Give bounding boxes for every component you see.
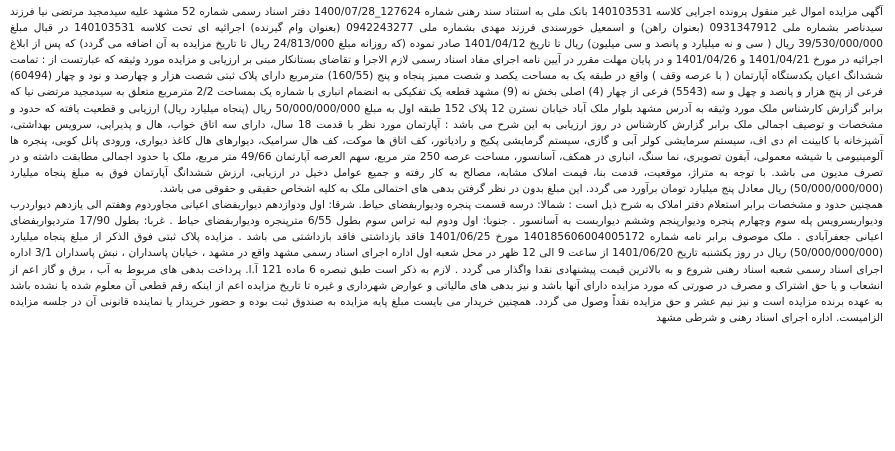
notice-paragraph-1: آگهی مزایده اموال غیر منقول پرونده اجرایی کلاسه 140103531 بانک ملی به استناد سند رهنی شماره 127624_1400/07/28 دفتر اسناد رسمی شماره 52 مشهد علیه سیدمجید مرتضی نیا فرزند سیدناصر بشماره ملی 0931347912 (بعنوان راهن) و اسمعیل خورسندی فرزند مهدی بشماره ملی 0942243277 (بعنوان وام گیرنده) اجرائیه ای تحت کلاسه 140103531 در قبال مبلغ 39/530/000/000 ریال ( سی و نه میلیارد و پانصد و سی میلیون) ریال تا تاریخ 1401/04/12 صادر نموده (که روزانه مبلغ 24/813/000 ریال تا تاریخ مزایده به آن اضافه می گردد) که پس از ابلاغ اجرائیه در مورخ 1401/04/21 و 1401/04/26 و در پایان مهلت مقرر در آیین نامه اجرای مفاد اسناد رسمی لازم الاجرا و تقاضای بستانکار مبنی بر ارزیابی و مزایده مورد وثیقه که عبارتست از : تمامت ششدانگ اعیان یکدستگاه آپارتمان ( با عرصه وقف ) واقع در طبقه یک به مساحت یکصد و شصت ممیز پنجاه و پنج (160/55) مترمربع دارای پلاک ثبتی شصت هزار و چهارصد و نود و چهار (60494) فرعی از پنج هزار و پانصد و چهل و سه (5543) فرعی از چهار (4) اصلی بخش نه (9) مشهد قطعه یک تفکیکی به انضمام انباری با شماره یک بمساحت 2/2 مترمربع متعلق به سیدمجید مرتضی نیا که برابر گزارش کارشناس ملک مورد وثیقه به آدرس مشهد بلوار ملک آباد خیابان نسترن 12 پلاک 152 طبقه اول به مبلغ 50/000/000/000 ریال (پنجاه میلیارد ریال) ارزیابی و قطعیت یافته که حدود و مشخصات و توصیف اجمالی ملک برابر گزارش کارشناس در روز ارزیابی به این شرح می باشد : آپارتمان مورد نظر با قدمت 18 سال، دارای سه اتاق خواب، هال و پذیرایی، سرویس بهداشتی، آشپزخانه با کابینت ام دی اف، سیستم سرمایشی کولر آبی و گازی، سیستم گرمایشی پکیج و رادیاتور، کف اتاق ها موکت، کف هال سرامیک، دیوارهای هال کاغذ دیواری، ورودی پانل کوبی، پنجره ها آلومینیومی با شیشه معمولی، آیفون تصویری، نما سنگ، انباری در همکف، آسانسور، مساحت عرصه 250 متر مربع، سهم العرصه آپارتمان 49/66 متر مربع، ملک با حدود اجمالی مطابقت داشته و در تصرف مدیون می باشد. با توجه به متراژ، موقعیت، قدمت بنا، قیمت املاک مشابه، مصالح به کار رفته و جمیع عوامل دخیل در ارزیابی، ارزش ششدانگ آپارتمان فوق به مبلغ پنجاه میلیارد (50/000/000/000) ریال معادل پنج میلیارد تومان برآورد می گردد. این مبلغ بدون در نظر گرفتن بدهی های احتمالی ملک به کلیه اشخاص حقیقی و حقوقی می باشد. xyxy=(10,6,884,196)
notice-paragraph-2: همچنین حدود و مشخصات برابر استعلام دفتر املاک به شرح ذیل است : شمالا: درسه قسمت پنجره ودیواربفضای حیاط. شرقا: اول ودوازدهم دیواربفضای اعیانی مجاوردوم وهفتم الی یازدهم دیواردرب ودیواربسرویس پله سوم وچهارم پنجره ودیوارپنجم وششم دیواربست به آسانسور . جنوبا: اول ودوم لبه تراس سوم بطول 6/55 مترپنجره ودیواربفضای حیاط . غربا: بطول 17/90 متردیواربفضای اعیانی جعفرآبادی . ملک موصوف برابر نامه شماره 140185606004005172 مورخ 1401/06/25 فاقد بازداشتی فاقد بازداشتی می باشد . مزایده پلاک ثبتی فوق الذکر از مبلغ پنجاه میلیارد (50/000/000/000) ریال در روز یکشنبه تاریخ 1401/06/20 از ساعت 9 الی 12 ظهر در محل شعبه اول اداره اجرای اسناد رسمی مشهد واقع در مشهد ، خیابان پاسداران ، نبش پاسداران 3/1 اداره اجرای اسناد رسمی شعبه اسناد رهنی شروع و به بالاترین قیمت پیشنهادی نقدا واگذار می گردد . لازم به ذکر است طبق تبصره 6 ماده 121 آ.ا. پرداخت بدهی های مربوط به آب ، برق و گاز اعم از انشعاب و یا حق اشتراک و مصرف در صورتی که مورد مزایده دارای آنها باشد و نیز بدهی های مالیاتی و عوارض شهرداری و غیره تا تاریخ مزایده اعم از اینکه رقم قطعی آن معلوم شده یا نشده باشد به عهده برنده مزایده است و نیز نیم عشر و حق مزایده نقداً وصول می گردد. همچنین خریدار می بایست مبلغ پایه مزایده به صندوق ثبت بوده و حضور خریدار یا نماینده قانونی آن در جلسه مزایده الزامیست. اداره اجرای اسناد رهنی و شرطی مشهد xyxy=(10,199,884,324)
